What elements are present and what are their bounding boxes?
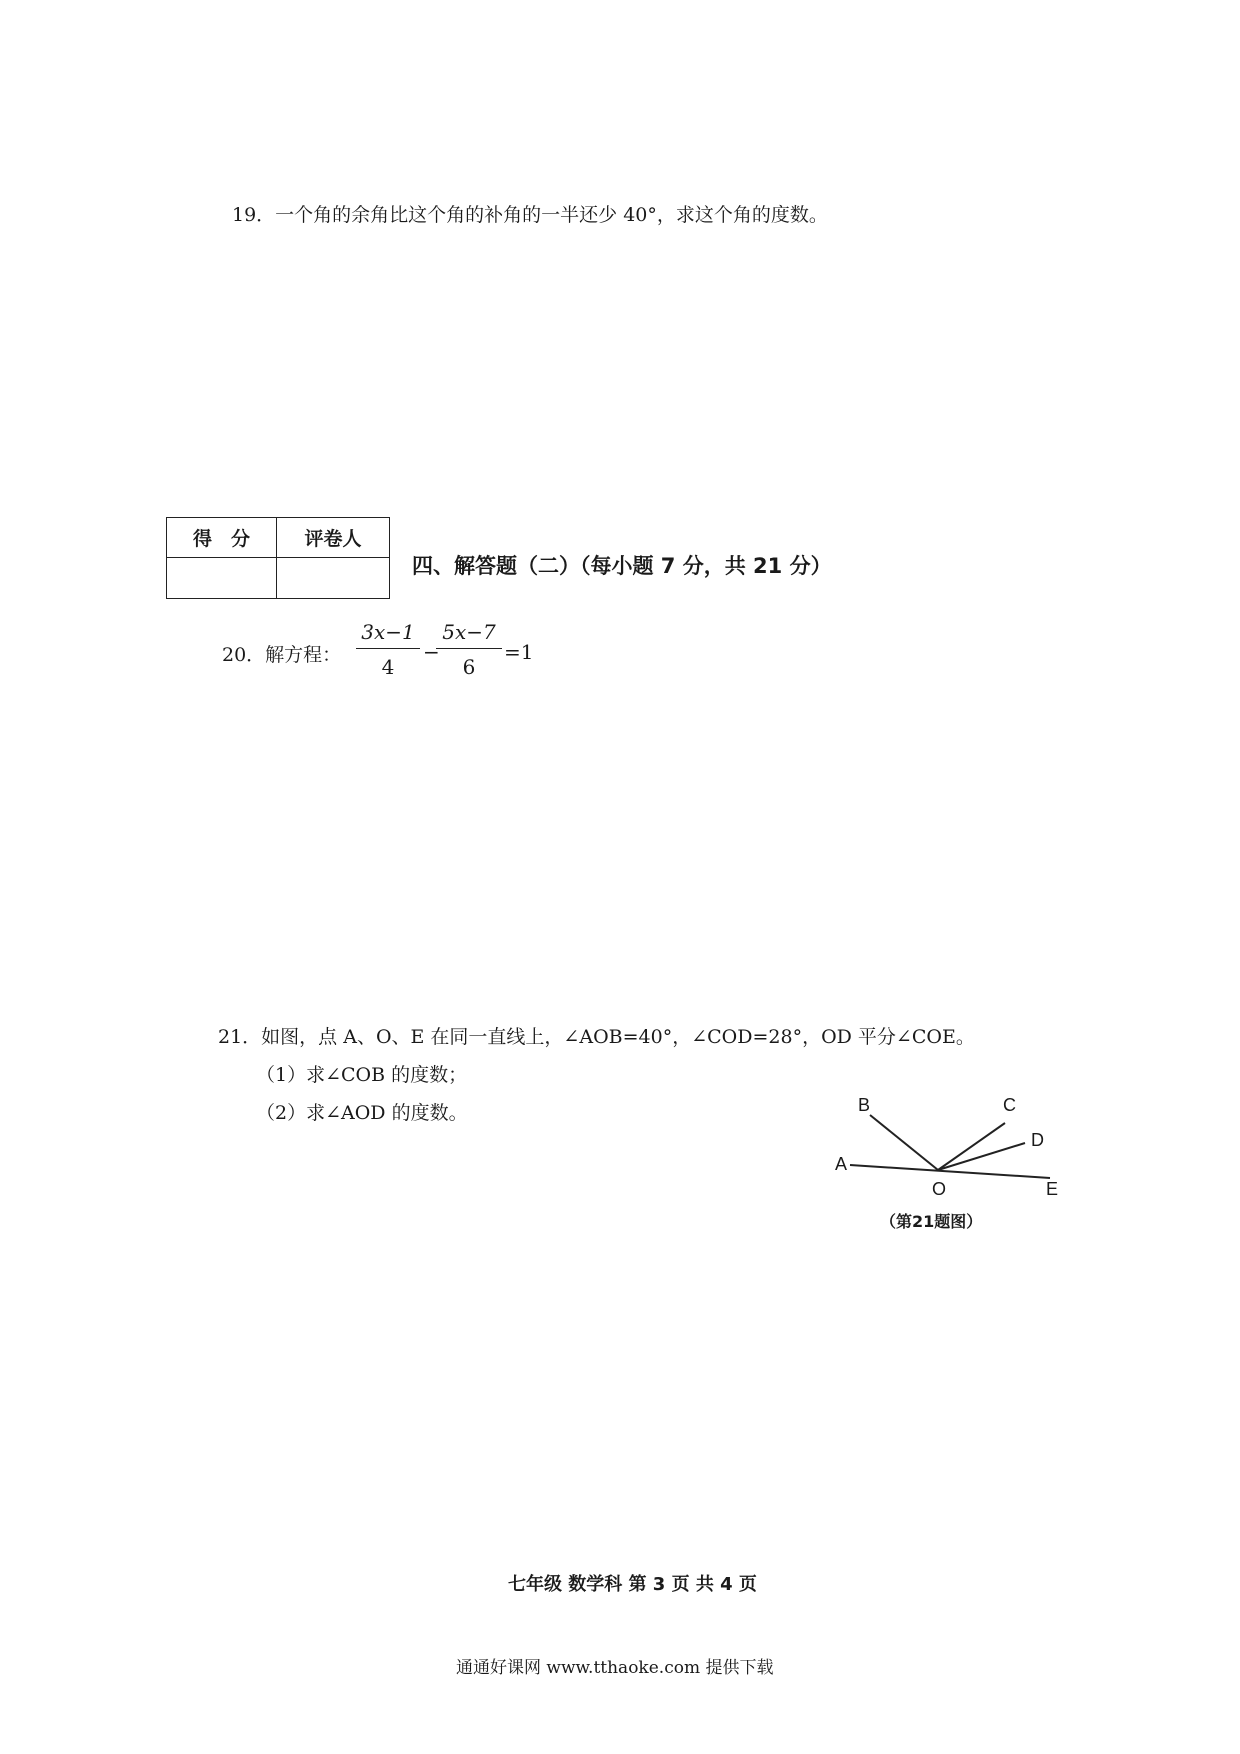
- question-19: 19．一个角的余角比这个角的补角的一半还少 40°，求这个角的度数。: [232, 204, 828, 226]
- fraction-1-bar: [356, 648, 420, 649]
- fraction-1-denominator: 4: [381, 655, 395, 679]
- watermark-text: 通通好课网 www.tthaoke.com 提供下载: [456, 1658, 774, 1678]
- grader-label: 评卷人: [277, 518, 389, 558]
- equation-rhs: =1: [504, 640, 534, 664]
- question-20-prefix: 20．解方程：: [222, 644, 342, 666]
- ray-OB: [870, 1115, 938, 1170]
- score-label: 得 分: [167, 518, 277, 558]
- question-21-part-2: （2）求∠AOD 的度数。: [256, 1102, 468, 1124]
- fraction-2-numerator: 5x−7: [442, 620, 496, 644]
- page-footer: 七年级 数学科 第 3 页 共 4 页: [508, 1574, 757, 1595]
- grader-cell: [277, 558, 389, 598]
- label-E: E: [1046, 1179, 1059, 1199]
- label-A: A: [835, 1154, 848, 1174]
- label-B: B: [858, 1095, 871, 1115]
- question-21-part-1: （1）求∠COB 的度数；: [256, 1064, 468, 1086]
- score-cell: [167, 558, 277, 598]
- fraction-2-denominator: 6: [462, 655, 476, 679]
- question-21: 21．如图，点 A、O、E 在同一直线上，∠AOB=40°，∠COD=28°，OD 平分∠COE。: [218, 1026, 975, 1048]
- angle-figure: [820, 1080, 1080, 1240]
- fraction-1-numerator: 3x−1: [361, 620, 415, 644]
- ray-OC: [938, 1123, 1005, 1170]
- score-table: [166, 517, 390, 599]
- fraction-1: [356, 620, 420, 679]
- fraction-2: [436, 620, 502, 679]
- ray-OD: [938, 1143, 1025, 1170]
- label-D: D: [1031, 1130, 1044, 1150]
- figure-caption: （第21题图）: [880, 1212, 983, 1231]
- label-C: C: [1003, 1095, 1016, 1115]
- fraction-2-bar: [436, 648, 502, 649]
- minus-sign: −: [423, 640, 440, 664]
- section-heading: 四、解答题（二）（每小题 7 分，共 21 分）: [412, 554, 832, 578]
- label-O: O: [932, 1179, 947, 1199]
